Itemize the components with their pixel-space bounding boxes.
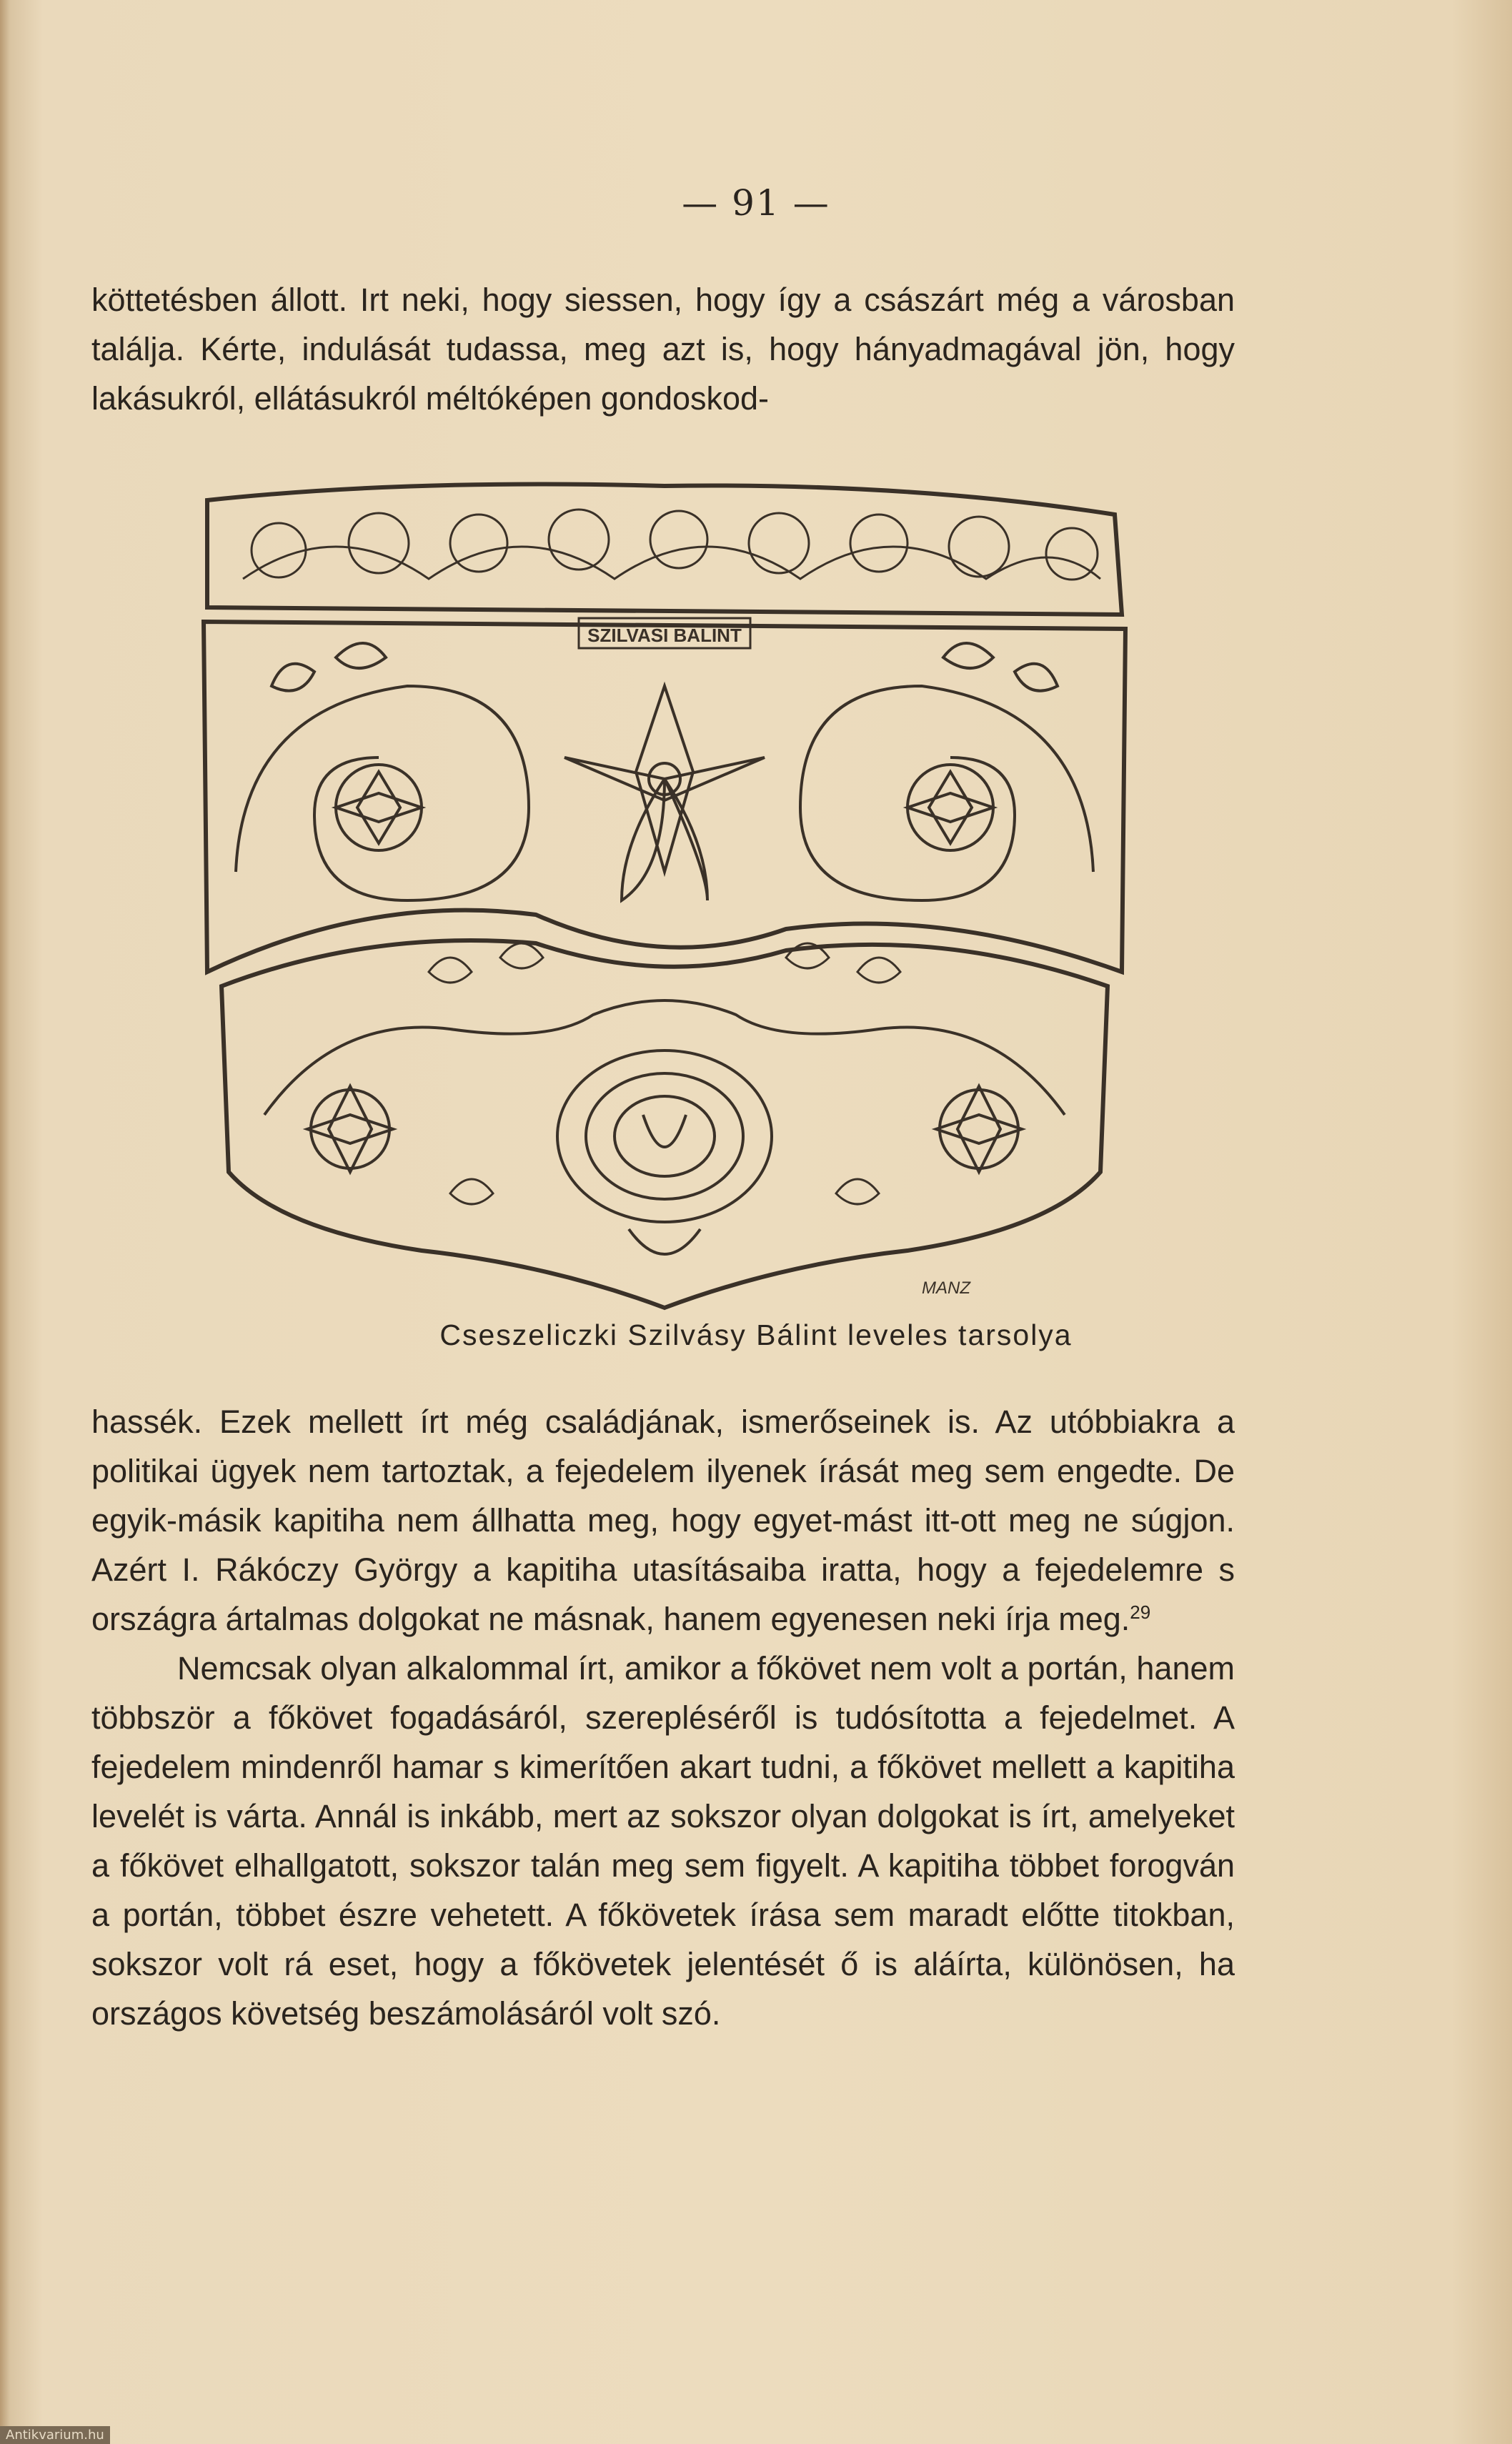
page-number: — 91 —: [682, 182, 830, 224]
paragraph-1: [91, 1397, 1235, 1644]
engraver-signature: MANZ: [922, 1278, 970, 1298]
top-paragraph-block: [91, 275, 1235, 423]
pouch-engraving: [193, 472, 1136, 1311]
pouch-illustration: [193, 472, 1136, 1311]
figure-caption: Cseszeliczki Szilvásy Bálint leveles tarsolya: [439, 1318, 1073, 1351]
top-paragraph: köttetésben állott. Irt neki, hogy siessen, hogy így a császárt még a városban találja. Kérte, indulását tudassa, meg azt is, hogy hányadmagával jön, hogy lakásukról, ellátásukról méltóképen gondoskod-: [91, 282, 1235, 417]
footnote-reference: 29: [1130, 1601, 1151, 1623]
paragraph-1-text: hassék. Ezek mellett írt még családjának, ismerőseinek is. Az utóbbiakra a politikai ügyek nem tartoztak, a fejedelem ilyenek írását meg sem engedte. De egyik-másik kapitiha nem állhatta meg, hogy egyet-mást itt-ott meg ne súgjon. Azért I. Rákóczy György a kapitiha utasításaiba iratta, hogy a fejedelemre s országra ártalmas dolgokat ne másnak, hanem egyenesen neki írja meg.: [91, 1404, 1235, 1637]
watermark-label: Antikvarium.hu: [0, 2426, 110, 2444]
pouch-inscription: SZILVASI BALINT: [587, 625, 742, 646]
main-text-block: [91, 1397, 1235, 2038]
paragraph-2: Nemcsak olyan alkalommal írt, amikor a főkövet nem volt a portán, hanem többször a főkövet fogadásáról, szerepléséről is tudósította a fejedelmet. A fejedelem mindenről hamar s kimerítően akart tudni, a főkövet mellett a kapitiha levelét is várta. Annál is inkább, mert az sokszor olyan dolgokat is írt, amelyeket a főkövet elhallgatott, sokszor talán meg sem figyelt. A kapitiha többet forogván a portán, többet észre vehetett. A főkövetek írása sem maradt előtte titokban, sokszor volt rá eset, hogy a főkövetek jelentését ő is aláírta, különösen, ha országos követség beszámolásáról volt szó.: [91, 1650, 1235, 2032]
